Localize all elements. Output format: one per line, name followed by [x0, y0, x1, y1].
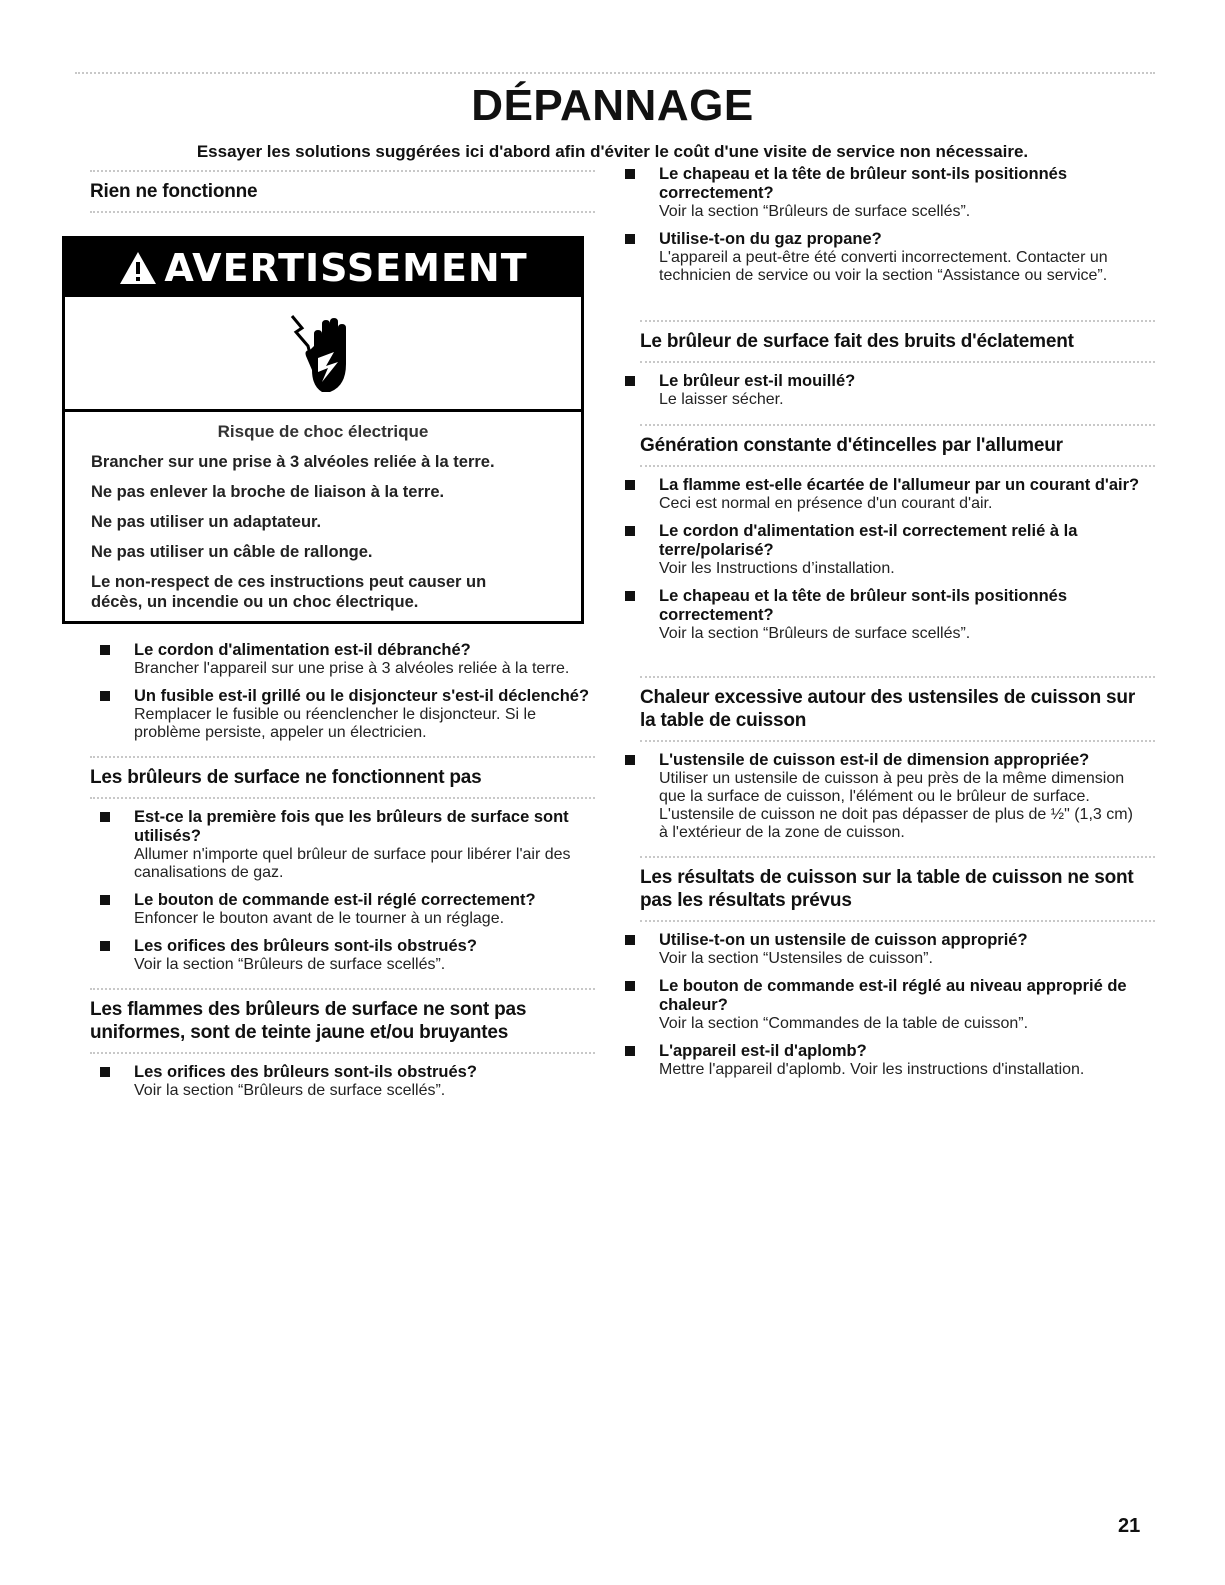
electric-shock-hazard-icon — [288, 306, 358, 401]
answer: Le laisser sécher. — [659, 391, 784, 408]
section-title: Les brûleurs de surface ne fonctionnent pas — [90, 767, 482, 788]
section-resultats-cuisson — [640, 856, 1155, 1079]
bullet-icon — [100, 895, 110, 905]
bullet-icon — [100, 941, 110, 951]
question: L'appareil est-il d'aplomb? — [659, 1042, 867, 1060]
answer: Utiliser un ustensile de cuisson à peu près de la même dimension que la surface de cuisson, l'élément ou le brûleur de surface. L'ustensile de cuisson ne doit pas dépasser de plus de ½" (1,3 cm) à l'extérieur de la zone de cuisson. — [659, 770, 1133, 841]
bullet-icon — [100, 1067, 110, 1077]
question: Le bouton de commande est-il réglé correctement? — [134, 891, 536, 909]
bullet-icon — [625, 591, 635, 601]
question: Un fusible est-il grillé ou le disjoncteur s'est-il déclenché? — [134, 687, 590, 705]
answer: Voir la section “Brûleurs de surface scellés”. — [659, 203, 971, 220]
page-number: 21 — [1118, 1515, 1141, 1537]
warning-risk: Risque de choc électrique — [217, 422, 429, 441]
answer: Voir la section “Brûleurs de surface scellés”. — [659, 625, 971, 642]
section-etincelles-allumeur — [640, 424, 1155, 643]
question: Le brûleur est-il mouillé? — [659, 372, 856, 390]
warning-header — [65, 239, 581, 297]
bullet-icon — [625, 526, 635, 536]
answer: Enfoncer le bouton avant de le tourner à un réglage. — [134, 910, 505, 927]
list-item — [625, 476, 1155, 513]
warning-body — [65, 412, 581, 612]
question: L'ustensile de cuisson est-il de dimension appropriée? — [659, 751, 1090, 769]
top-rule — [75, 72, 1155, 74]
list-item — [100, 641, 600, 678]
bullet-icon — [100, 691, 110, 701]
question: La flamme est-elle écartée de l'allumeur par un courant d'air? — [659, 476, 1140, 494]
question: Le chapeau et la tête de brûleur sont-ils positionnés correctement? — [659, 587, 1067, 624]
list-item — [625, 522, 1155, 578]
question: Les orifices des brûleurs sont-ils obstrués? — [134, 937, 477, 955]
bullet-icon — [100, 645, 110, 655]
warning-line: Brancher sur une prise à 3 alvéoles reliée à la terre. — [91, 453, 495, 471]
list-item — [100, 808, 595, 882]
page-title: DÉPANNAGE — [471, 81, 754, 130]
answer: Ceci est normal en présence d'un courant d'air. — [659, 495, 993, 512]
answer: Voir la section “Ustensiles de cuisson”. — [659, 950, 933, 967]
warning-box — [62, 236, 584, 624]
answer: L'appareil a peut-être été converti incorrectement. Contacter un technicien de service ou voir la section “Assistance ou service”. — [659, 249, 1108, 284]
list-item — [100, 891, 595, 928]
list-item — [625, 230, 1155, 285]
question: Les orifices des brûleurs sont-ils obstrués? — [134, 1063, 477, 1081]
warning-line: Ne pas utiliser un câble de rallonge. — [91, 543, 373, 561]
list-item — [100, 1063, 595, 1100]
question: Utilise-t-on un ustensile de cuisson approprié? — [659, 931, 1028, 949]
section-title: Génération constante d'étincelles par l'allumeur — [640, 435, 1063, 456]
section-rien-ne-fonctionne-header — [90, 170, 595, 213]
section-bruits-eclatement — [640, 320, 1155, 409]
bullet-icon — [625, 755, 635, 765]
list-item — [625, 931, 1155, 968]
list-item — [100, 937, 595, 974]
section-chaleur-excessive — [640, 676, 1155, 842]
warning-pictogram — [65, 297, 581, 412]
question: Le chapeau et la tête de brûleur sont-ils positionnés correctement? — [659, 165, 1067, 202]
answer: Voir la section “Commandes de la table de cuisson”. — [659, 1015, 1029, 1032]
section-flammes-non-uniformes — [90, 988, 595, 1100]
bullet-icon — [625, 981, 635, 991]
question: Utilise-t-on du gaz propane? — [659, 230, 882, 248]
warning-line: Ne pas enlever la broche de liaison à la terre. — [91, 483, 445, 501]
section-rien-ne-fonctionne-continued — [625, 156, 1155, 285]
section-title: Le brûleur de surface fait des bruits d'éclatement — [640, 331, 1074, 352]
section-title: Chaleur excessive autour des ustensiles de cuisson sur la table de cuisson — [640, 687, 1136, 731]
bullet-icon — [625, 1046, 635, 1056]
list-item — [625, 751, 1155, 842]
section-bruleurs-ne-fonctionnent-pas — [90, 756, 595, 974]
list-item — [625, 977, 1155, 1033]
answer: Voir la section “Brûleurs de surface scellés”. — [134, 1082, 446, 1099]
question: Le cordon d'alimentation est-il correctement relié à la terre/polarisé? — [659, 522, 1078, 559]
warning-line: Ne pas utiliser un adaptateur. — [91, 513, 322, 531]
warning-heading: AVERTISSEMENT — [164, 246, 528, 290]
bullet-icon — [625, 935, 635, 945]
answer: Voir les Instructions d’installation. — [659, 560, 895, 577]
bullet-icon — [625, 376, 635, 386]
bullet-icon — [625, 480, 635, 490]
warning-line: Le non-respect de ces instructions peut causer un décès, un incendie ou un choc électrique. — [91, 573, 487, 611]
warning-triangle-icon — [118, 250, 158, 286]
answer: Remplacer le fusible ou réenclencher le disjoncteur. Si le problème persiste, appeler un électricien. — [134, 706, 536, 741]
bullet-icon — [100, 812, 110, 822]
page-subtitle: Essayer les solutions suggérées ici d'abord afin d'éviter le coût d'une visite de service non nécessaire. — [196, 142, 1029, 161]
answer: Voir la section “Brûleurs de surface scellés”. — [134, 956, 446, 973]
answer: Brancher l'appareil sur une prise à 3 alvéoles reliée à la terre. — [134, 660, 570, 677]
list-item — [625, 1042, 1155, 1079]
section-rien-ne-fonctionne-items — [100, 632, 600, 742]
question: Le bouton de commande est-il réglé au niveau approprié de chaleur? — [659, 977, 1127, 1014]
list-item — [625, 165, 1155, 221]
answer: Allumer n'importe quel brûleur de surface pour libérer l'air des canalisations de gaz. — [134, 846, 571, 881]
list-item — [625, 372, 1155, 409]
question: Est-ce la première fois que les brûleurs de surface sont utilisés? — [134, 808, 569, 845]
bullet-icon — [625, 234, 635, 244]
section-title: Les résultats de cuisson sur la table de cuisson ne sont pas les résultats prévus — [640, 867, 1134, 911]
question: Le cordon d'alimentation est-il débranché? — [134, 641, 471, 659]
answer: Mettre l'appareil d'aplomb. Voir les instructions d'installation. — [659, 1061, 1085, 1078]
section-title: Rien ne fonctionne — [90, 181, 258, 202]
bullet-icon — [625, 169, 635, 179]
list-item — [100, 687, 600, 742]
section-title: Les flammes des brûleurs de surface ne sont pas uniformes, sont de teinte jaune et/ou bruyantes — [90, 999, 527, 1043]
list-item — [625, 587, 1155, 643]
